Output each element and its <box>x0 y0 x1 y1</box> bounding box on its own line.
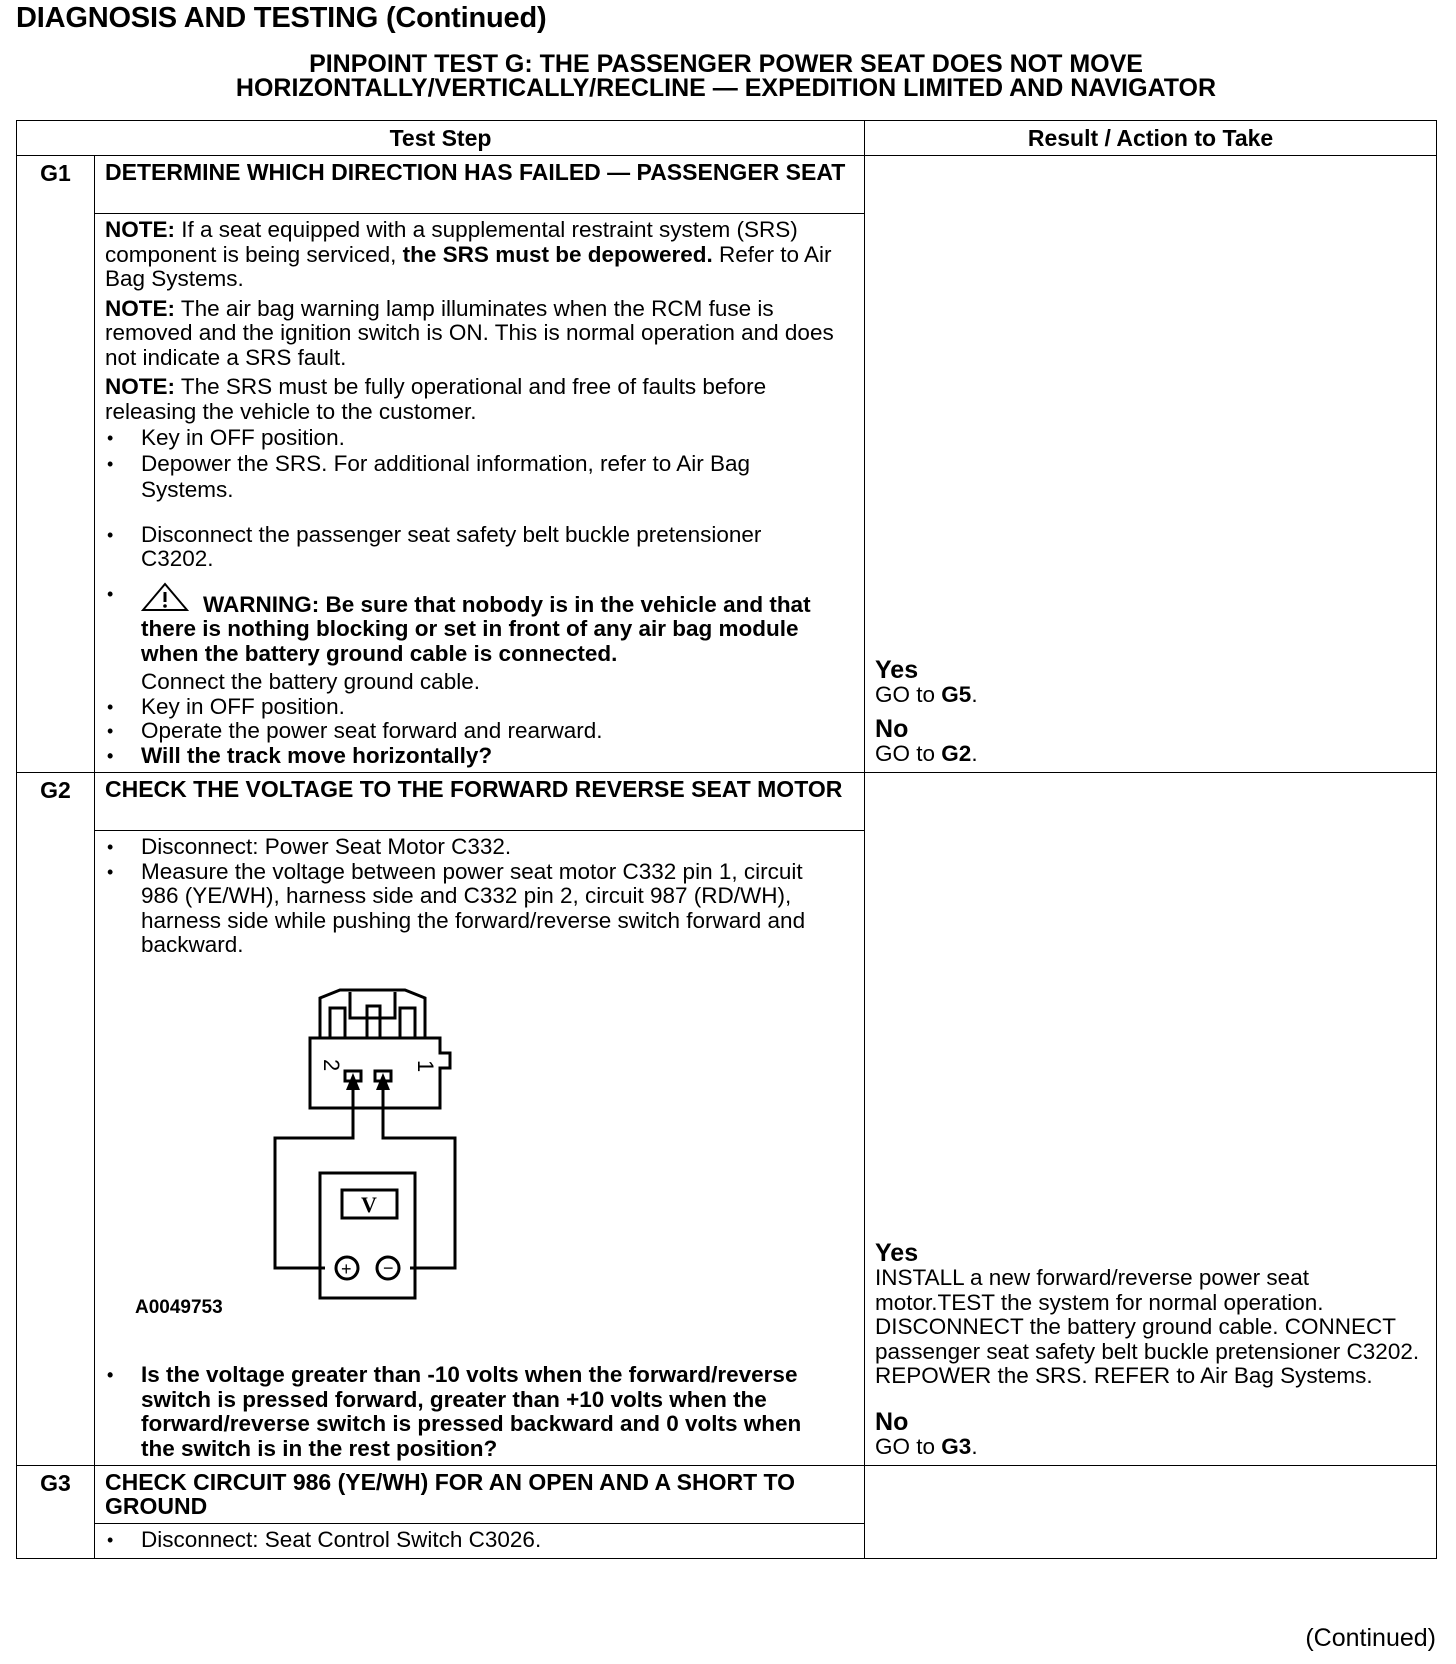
g3-bullet1: • Disconnect: Seat Control Switch C3026. <box>105 1528 834 1553</box>
g1-note3: NOTE: The SRS must be fully operational and free of faults before releasing the vehicle to the customer. <box>105 374 767 424</box>
pin-1-label: 1 <box>413 1059 438 1072</box>
result-cell-g3 <box>865 1466 1437 1559</box>
step-body-g2 <box>95 831 865 1466</box>
result-cell-g1: Yes GO to G5. No GO to G2. <box>865 156 1437 773</box>
pinpoint-test-table <box>16 120 1437 1559</box>
g1-warning-text: WARNING: Be sure that nobody is in the vehicle and that there is nothing blocking or set in front of any air bag module when the battery ground cable is connected. <box>141 591 811 666</box>
g2-bullet1: • Disconnect: Power Seat Motor C332. <box>105 835 834 860</box>
g1-no-link[interactable]: G2 <box>941 740 972 766</box>
step-title-g2: CHECK THE VOLTAGE TO THE FORWARD REVERSE SEAT MOTOR <box>95 773 865 831</box>
g1-bullet5: • Key in OFF position. <box>105 695 834 720</box>
g1-no-text: GO to <box>875 740 942 766</box>
step-title-g3: CHECK CIRCUIT 986 (YE/WH) FOR AN OPEN AND A SHORT TO GROUND <box>95 1466 865 1524</box>
step-id-g1: G1 <box>17 156 95 214</box>
continued-footer: (Continued) <box>1305 1624 1436 1652</box>
g1-yes-link[interactable]: G5 <box>941 682 972 707</box>
g2-yes-text: INSTALL a new forward/reverse power seat motor.TEST the system for normal operation. DISCONNECT the battery ground cable. CONNECT passenger seat safety belt buckle pretensioner C3202. REPOWER the SRS. REFER to Air Bag Systems. <box>875 1265 1420 1388</box>
step-body-g3 <box>95 1524 865 1559</box>
voltmeter-label: V <box>361 1191 377 1217</box>
g2-question: • Is the voltage greater than -10 volts when the forward/reverse switch is pressed forward, greater than +10 volts when the forward/reverse switch is pressed backward and 0 volts when the switch is in the rest position? <box>105 1363 834 1461</box>
result-header: Result / Action to Take <box>865 121 1437 156</box>
figure-id: A0049753 <box>135 1296 223 1318</box>
g1-bullet1: • Key in OFF position. <box>105 426 834 451</box>
step-body-g1 <box>95 214 865 773</box>
g2-no-link[interactable]: G3 <box>941 1433 972 1459</box>
result-cell-g2: Yes INSTALL a new forward/reverse power seat motor.TEST the system for normal operation. DISCONNECT the battery ground cable. CONNECT passenger seat safety belt buckle pretensioner C3202. REPOWER the SRS. REFER to Air Bag Systems. No GO to G3. <box>865 773 1437 1466</box>
g1-yes-text: GO to <box>875 682 942 707</box>
g1-note2: NOTE: The air bag warning lamp illuminates when the RCM fuse is removed and the ignition switch is ON. This is normal operation and does not indicate a SRS fault. <box>105 295 834 370</box>
g2-yes-label: Yes <box>875 1239 919 1267</box>
warning-triangle-icon <box>141 582 189 612</box>
g2-no-label: No <box>875 1407 909 1436</box>
g1-warning-item <box>105 582 834 695</box>
pinpoint-title-line1: PINPOINT TEST G: THE PASSENGER POWER SEAT DOES NOT MOVE <box>309 50 1143 78</box>
test-step-header: Test Step <box>17 121 865 156</box>
step-id-g2: G2 <box>17 773 95 831</box>
g1-bullet3: • Disconnect the passenger seat safety belt buckle pretensioner C3202. <box>105 523 834 572</box>
pin-2-label: 2 <box>319 1058 344 1071</box>
step-title-g1: DETERMINE WHICH DIRECTION HAS FAILED — PASSENGER SEAT <box>95 156 865 214</box>
g1-bullet7: • Will the track move horizontally? <box>105 744 834 769</box>
g1-no-label: No <box>875 714 909 743</box>
minus-terminal: − <box>383 1257 394 1278</box>
g1-warning-follow: Connect the battery ground cable. <box>141 669 480 694</box>
plus-terminal: + <box>341 1258 352 1279</box>
g1-note1: NOTE: If a seat equipped with a supplemental restraint system (SRS) component is being serviced, the SRS must be depowered. Refer to Air Bag Systems. <box>105 217 832 291</box>
g1-bullet2: • Depower the SRS. For additional information, refer to Air Bag Systems. <box>105 451 834 503</box>
g2-no-text: GO to <box>875 1433 942 1459</box>
pinpoint-title-line2: HORIZONTALLY/VERTICALLY/RECLINE — EXPEDITION LIMITED AND NAVIGATOR <box>235 74 1217 102</box>
page-header: DIAGNOSIS AND TESTING (Continued) <box>16 2 547 34</box>
g1-yes-label: Yes <box>875 656 919 684</box>
connector-voltmeter-figure <box>105 978 605 1348</box>
voltmeter-diagram <box>105 978 834 1354</box>
g2-bullet2: • Measure the voltage between power seat motor C332 pin 1, circuit 986 (YE/WH), harness side and C332 pin 2, circuit 987 (RD/WH), harness side while pushing the forward/reverse switch forward and backward. <box>105 860 834 958</box>
step-id-g3: G3 <box>17 1466 95 1524</box>
g1-bullet6: • Operate the power seat forward and rearward. <box>105 719 834 744</box>
